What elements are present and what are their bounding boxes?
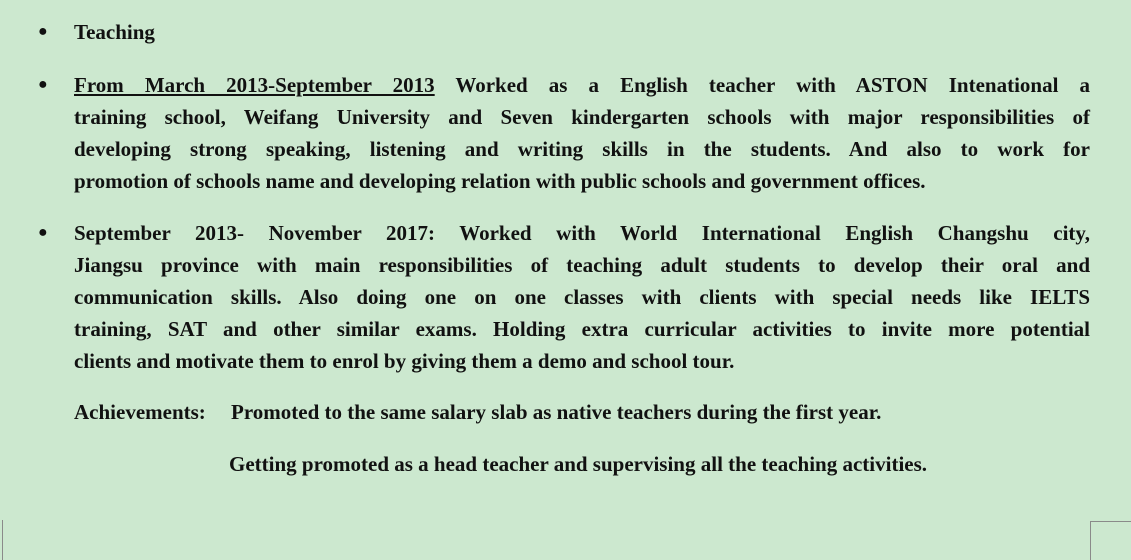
paragraph-line: developing strong speaking, listening and writing skills in the students. And also to work for bbox=[74, 137, 1090, 161]
bullet-icon: ● bbox=[38, 23, 48, 40]
margin-corner-marker-right bbox=[1090, 521, 1131, 560]
paragraph-world-international bbox=[74, 217, 1090, 377]
paragraph-line: promotion of schools name and developing relation with public schools and government offices. bbox=[74, 169, 926, 193]
achievements-label: Achievements: bbox=[74, 400, 206, 424]
achievement-item: Getting promoted as a head teacher and supervising all the teaching activities. bbox=[229, 452, 928, 476]
paragraph-line: training school, Weifang University and Seven kindergarten schools with major responsibilities of bbox=[74, 105, 1090, 129]
paragraph-line-rest: Worked as a English teacher with ASTON Intenational a bbox=[434, 73, 1090, 97]
paragraph-line: Jiangsu province with main responsibilities of teaching adult students to develop their oral and bbox=[74, 253, 1090, 277]
bullet-icon: ● bbox=[38, 224, 48, 241]
paragraph-line: clients and motivate them to enrol by giving them a demo and school tour. bbox=[74, 349, 735, 373]
paragraph-aston bbox=[74, 69, 1090, 197]
achievement-item: Promoted to the same salary slab as native teachers during the first year. bbox=[231, 400, 882, 424]
bullet-icon: ● bbox=[38, 76, 48, 93]
paragraph-line: communication skills. Also doing one on one classes with clients with special needs like IELTS bbox=[74, 285, 1090, 309]
section-heading-teaching: Teaching bbox=[74, 20, 155, 44]
margin-corner-marker-left bbox=[0, 520, 3, 560]
paragraph-line: September 2013- November 2017: Worked with World International English Changshu city, bbox=[74, 221, 1090, 245]
date-range-underlined: From March 2013-September 2013 bbox=[74, 73, 435, 97]
paragraph-line: training, SAT and other similar exams. Holding extra curricular activities to invite more potential bbox=[74, 317, 1090, 341]
paragraph-line bbox=[74, 69, 1090, 101]
